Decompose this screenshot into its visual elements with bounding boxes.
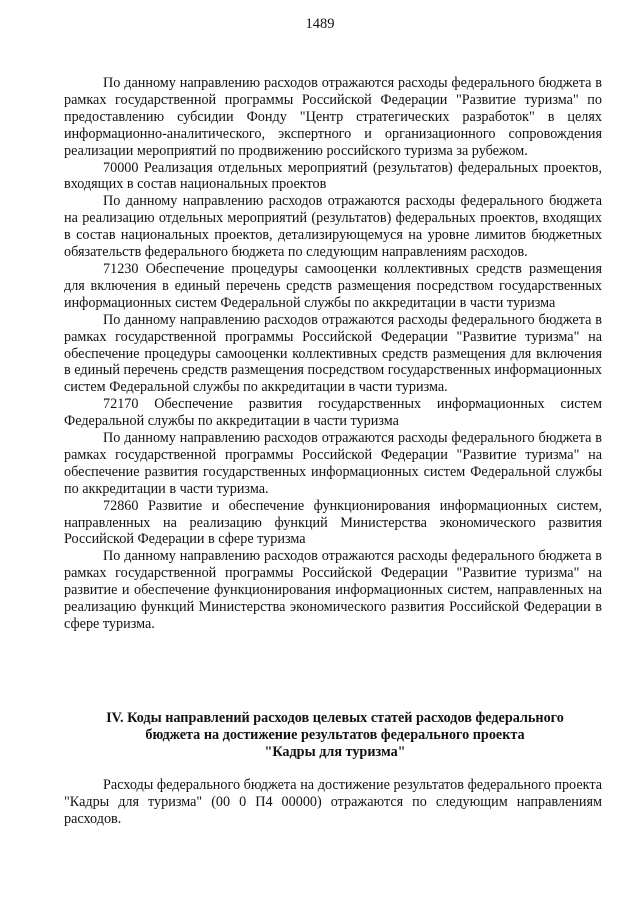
section-intro-text <box>64 777 602 828</box>
section-heading-line-3: "Кадры для туризма" <box>264 743 406 760</box>
section-heading-line-2: бюджета на достижение результатов федерального проекта <box>145 726 525 743</box>
section-heading <box>70 710 600 761</box>
paragraph-code-71230-description: По данному направлению расходов отражаются расходы федерального бюджета в рамках государственной программы Российской Федерации "Развитие туризма" на обеспечение процедуры самооценки коллективных средств размещения для включения в единый перечень средств размещения посредством государственных информационных систем Федеральной службы по аккредитации в части туризма. <box>64 311 602 396</box>
paragraph-code-72170-description: По данному направлению расходов отражаются расходы федерального бюджета в рамках государственной программы Российской Федерации "Развитие туризма" на обеспечение развития государственных информационных систем Федеральной службы по аккредитации в части туризма. <box>64 430 602 497</box>
page-number: 1489 <box>305 16 335 32</box>
paragraph-code-71230: 71230 Обеспечение процедуры самооценки коллективных средств размещения для включения в единый перечень средств размещения посредством государственных информационных систем Федеральной службы по аккредитации в части туризма <box>64 260 602 311</box>
section-heading-line-1: IV. Коды направлений расходов целевых статей расходов федерального <box>106 710 564 726</box>
paragraph-code-70000: 70000 Реализация отдельных мероприятий (результатов) федеральных проектов, входящих в состав национальных проектов <box>64 159 602 193</box>
paragraph-code-72170: 72170 Обеспечение развития государственных информационных систем Федеральной службы по аккредитации в части туризма <box>64 396 602 430</box>
paragraph-code-72860: 72860 Развитие и обеспечение функционирования информационных систем, направленных на реализацию функций Министерства экономического развития Российской Федерации в сфере туризма <box>64 497 602 548</box>
paragraph-subsidy-description: По данному направлению расходов отражаются расходы федерального бюджета в рамках государственной программы Российской Федерации "Развитие туризма" по предоставлению субсидии Фонду "Центр стратегических разработок" в целях информационно-аналитического, экспертного и организационного сопровождения реализации мероприятий по продвижению российского туризма за рубежом. <box>64 75 602 159</box>
body-text <box>64 75 602 633</box>
paragraph-code-70000-description: По данному направлению расходов отражаются расходы федерального бюджета на реализацию отдельных мероприятий (результатов) федеральных проектов, входящих в состав национальных проектов, детализирующемуся на уровне лимитов бюджетных обязательств федерального бюджета по следующим направлениям расходов. <box>64 193 602 261</box>
section-intro-paragraph: Расходы федерального бюджета на достижение результатов федерального проекта "Кадры для туризма" (00 0 П4 00000) отражаются по следующим направлениям расходов. <box>64 777 602 827</box>
paragraph-code-72860-description: По данному направлению расходов отражаются расходы федерального бюджета в рамках государственной программы Российской Федерации "Развитие туризма" на развитие и обеспечение функционирования информационных систем, направленных на реализацию функций Министерства экономического развития Российской Федерации в сфере туризма. <box>64 548 602 632</box>
